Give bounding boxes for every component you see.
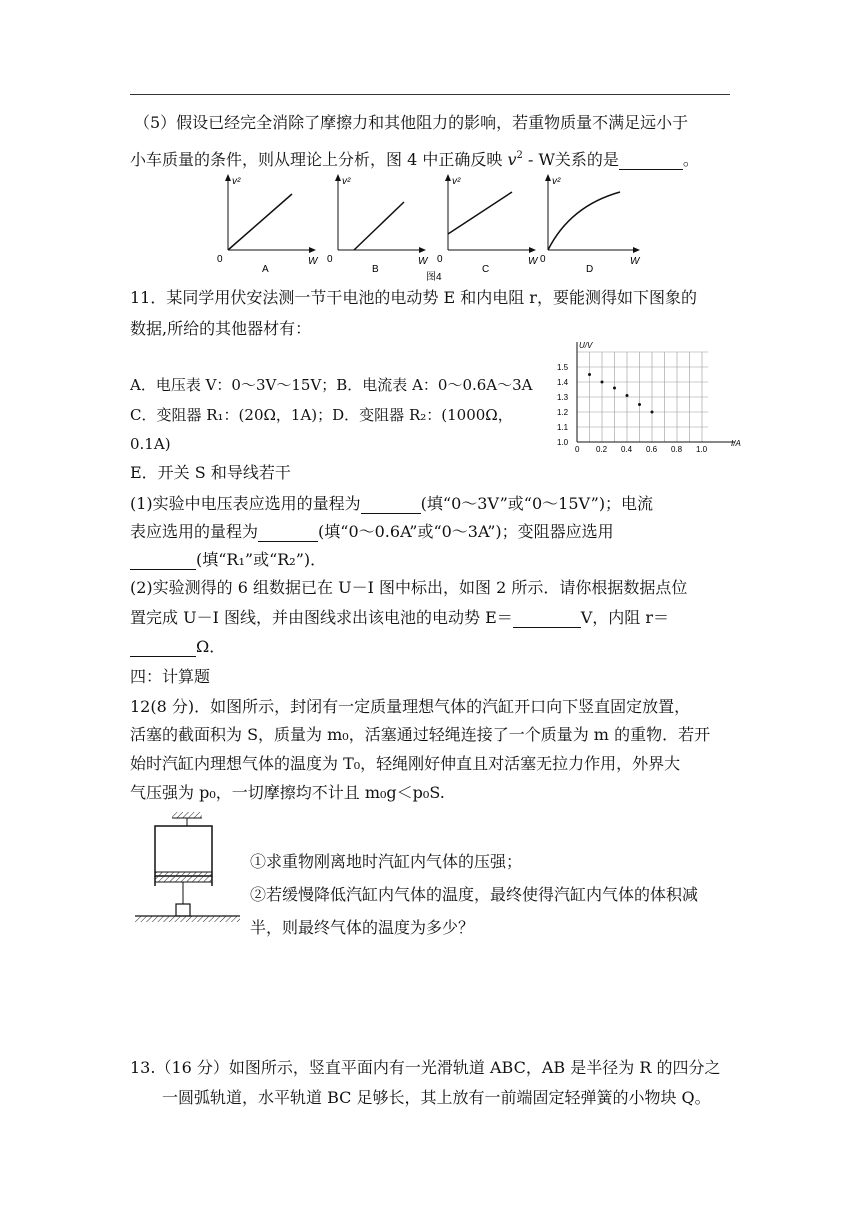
q11-p2d: Ω． [196,637,226,656]
graph-b-ylabel: v² [342,176,351,187]
q11-p2b: 置完成 U－I 图线，并由图线求出该电池的电动势 E＝ [130,608,513,627]
graph-a-origin: 0 [217,254,223,265]
graph-d-curve [548,192,620,250]
q12-line2: 活塞的截面积为 S，质量为 m₀，活塞通过轻绳连接了一个质量为 m 的重物．若开 [130,725,711,744]
x-axis-label: I/A [731,439,741,448]
resistance-blank[interactable] [130,640,196,657]
graph-c-ylabel: v² [452,176,461,187]
x-tick-label: 0.2 [596,445,608,454]
data-point [638,403,641,406]
graph-c-line [448,192,512,234]
q11-p1-line2 [130,522,614,542]
q5-end: 。 [682,150,699,169]
rheostat-blank[interactable] [130,553,196,570]
q11-p1d: (填“0～0.6A”或“0～3A”)；变阻器应选用 [318,522,614,541]
q12-sub2a: ②若缓慢降低汽缸内气体的温度，最终使得汽缸内气体的体积减 [250,885,699,904]
data-point [601,381,604,384]
q11-p1-line3 [130,550,326,570]
graph-d [540,174,641,275]
data-point [626,394,629,397]
weight-block [176,904,190,916]
q11-line1: 11．某同学用伏安法测一节干电池的电动势 E 和内电阻 r，要能测得如下图象的 [130,288,697,307]
q5-line1: （5）假设已经完全消除了摩擦力和其他阻力的影响，若重物质量不满足远小于 [134,113,689,132]
y-tick-label: 1.5 [557,363,569,372]
y-tick-label: 1.0 [557,438,569,447]
y-tick-label: 1.4 [557,378,569,387]
q11-p2-line3 [130,637,225,657]
graph-b-label: B [372,264,379,275]
q11-optC2: 0.1A) [130,435,171,453]
q11-p1a: (1)实验中电压表应选用的量程为 [130,494,361,513]
data-point [651,411,654,414]
q11-p2-line2 [130,608,669,628]
graph-a-label: A [262,264,269,275]
ammeter-range-blank[interactable] [258,525,318,542]
q5-wrel: - W关系的是 [522,150,619,169]
q12-line4: 气压强为 p₀，一切摩擦均不计且 m₀g＜p₀S. [130,783,445,802]
graph-b [327,174,429,275]
graph-a [217,174,319,275]
voltmeter-range-blank[interactable] [361,497,421,514]
q11-p1c: 表应选用的量程为 [130,522,259,541]
q12-sub2b: 半，则最终气体的温度为多少？ [250,918,475,937]
graph-d-ylabel: v² [552,176,561,187]
emf-blank[interactable] [513,611,581,628]
x-tick-label: 0.6 [646,445,658,454]
q11-p2c: V，内阻 r＝ [580,608,670,627]
y-tick-label: 1.1 [557,423,569,432]
y-tick-label: 1.2 [557,408,569,417]
graph-d-origin: 0 [540,254,546,265]
q12-sub1: ①求重物刚离地时汽缸内气体的压强； [250,852,523,871]
piston [155,872,212,882]
ground-hatch [135,916,240,922]
q11-line2: 数据,所给的其他器材有： [130,319,312,338]
q11-optC: C．变阻器 R₁：(20Ω，1A)；D．变阻器 R₂：(1000Ω， [130,406,513,424]
q5-line2-text: 小车质量的条件，则从理论上分析，图 4 中正确反映 [130,150,508,169]
q5-figure [210,172,650,282]
graph-c-origin: 0 [437,254,443,265]
header-rule [130,94,730,95]
graph-c-label: C [482,264,490,275]
y-tick-label: 1.3 [557,393,569,402]
data-point [613,387,616,390]
q11-p2-line1: (2)实验测得的 6 组数据已在 U－I 图中标出，如图 2 所示．请你根据数据点位 [130,578,688,597]
q11-p1-line1 [130,494,653,514]
graph-d-label: D [586,264,594,275]
data-point [588,373,591,376]
x-tick-label: 0.8 [671,445,683,454]
cylinder-body [155,826,212,876]
graph-b-origin: 0 [327,254,333,265]
ui-chart [555,340,750,460]
q12-line3: 始时汽缸内理想气体的温度为 T₀，轻绳刚好伸直且对活塞无拉力作用，外界大 [130,754,681,773]
q5-answer-blank[interactable] [619,153,683,170]
cylinder-figure [130,808,245,928]
q12-line1: 12(8 分)．如图所示，封闭有一定质量理想气体的汽缸开口向下竖直固定放置， [130,697,691,716]
section4-title: 四：计算题 [130,667,211,686]
graph-c [437,174,539,275]
q13-line1: 13.（16 分）如图所示，竖直平面内有一光滑轨道 ABC，AB 是半径为 R 的四分之 [130,1058,721,1077]
graph-a-ylabel: v² [232,176,241,187]
q11-p1e: (填“R₁”或“R₂”)． [196,550,327,569]
x-tick-label: 0.4 [621,445,633,454]
q11-optA: A．电压表 V：0～3V～15V；B．电流表 A：0～0.6A～3A [130,376,533,394]
graph-b-line [354,202,404,250]
x-tick-label: 0 [575,445,580,454]
graph-a-xlabel: W [308,256,318,267]
graph-a-line [228,194,292,250]
q5-v: v [507,150,517,169]
q5-line2 [130,146,699,170]
graph-b-xlabel: W [418,256,428,267]
q5-sq: 2 [516,150,523,161]
graph-d-xlabel: W [630,256,640,267]
graph-c-xlabel: W [528,256,538,267]
q11-p1b: (填“0～3V”或“0～15V”)；电流 [420,494,654,513]
fig4-caption: 图4 [426,272,442,282]
q13-line2: 一圆弧轨道，水平轨道 BC 足够长，其上放有一前端固定轻弹簧的小物块 Q。 [162,1088,711,1107]
x-tick-label: 1.0 [696,445,708,454]
q11-optE: E．开关 S 和导线若干 [130,463,291,482]
ceiling-hatch [172,812,202,818]
y-axis-label: U/V [579,341,593,350]
